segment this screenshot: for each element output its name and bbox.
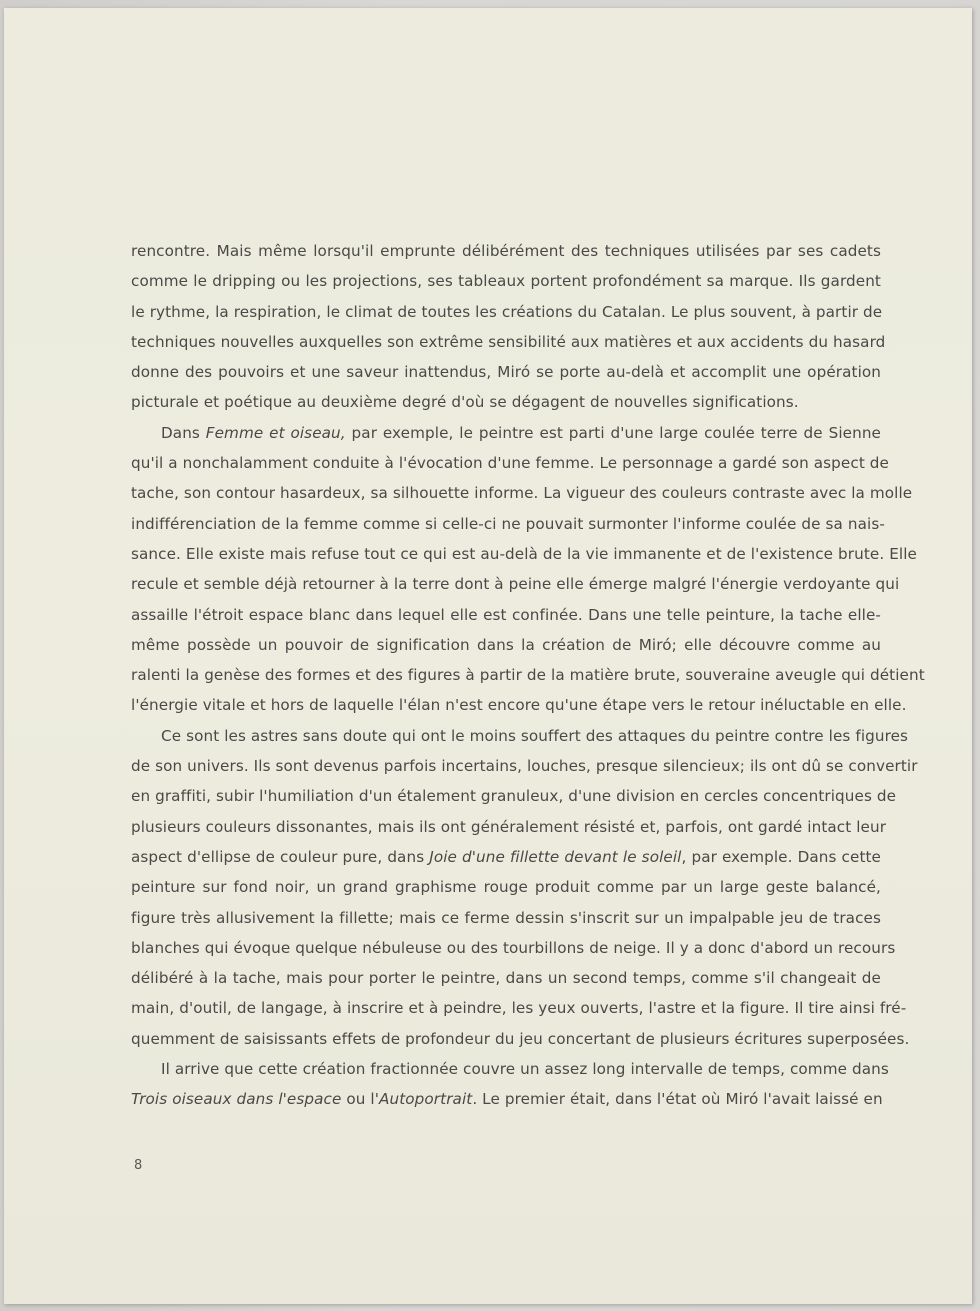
paragraph — [131, 721, 918, 1054]
text-line: rencontre. Mais même lorsqu'il emprunte délibérément des techniques utilisées par ses cadets — [131, 242, 881, 260]
text-line: blanches qui évoque quelque nébuleuse ou des tourbillons de neige. Il y a donc d'abord un recours — [131, 938, 896, 957]
text-line: indifférenciation de la femme comme si celle-ci ne pouvait surmonter l'informe coulée de sa nais- — [131, 514, 885, 533]
text-segment: Dans — [161, 423, 206, 442]
text-line: de son univers. Ils sont devenus parfois incertains, louches, presque silencieux; ils ont dû se convertir — [131, 757, 918, 776]
paragraph — [131, 236, 886, 418]
text-segment: par exemple, le peintre est parti d'une large coulée terre de Sienne — [345, 423, 881, 442]
text-line: sance. Elle existe mais refuse tout ce qui est au-delà de la vie immanente et de l'existence brute. Elle — [131, 544, 917, 563]
text-segment: , par exemple. Dans cette — [681, 847, 882, 866]
text-line: l'énergie vitale et hors de laquelle l'élan n'est encore qu'une étape vers le retour inéluctable en elle. — [131, 696, 907, 715]
body-text — [131, 236, 925, 1115]
page-number: 8 — [134, 1158, 143, 1173]
text-line: figure très allusivement la fillette; mais ce ferme dessin s'inscrit sur un impalpable jeu de traces — [131, 908, 881, 927]
text-line: délibéré à la tache, mais pour porter le peintre, dans un second temps, comme s'il changeait de — [131, 969, 881, 988]
text-line: ralenti la genèse des formes et des figures à partir de la matière brute, souveraine aveugle qui détient — [131, 666, 925, 685]
text-line — [131, 1084, 881, 1114]
text-line: qu'il a nonchalamment conduite à l'évocation d'une femme. Le personnage a gardé son aspect de — [131, 454, 889, 473]
text-line: tache, son contour hasardeux, sa silhouette informe. La vigueur des couleurs contraste avec la molle — [131, 484, 913, 503]
text-line: Il arrive que cette création fractionnée couvre un assez long intervalle de temps, comme dans — [161, 1060, 889, 1079]
text-line: le rythme, la respiration, le climat de toutes les créations du Catalan. Le plus souvent, à partir de — [131, 302, 883, 321]
text-line: peinture sur fond noir, un grand graphisme rouge produit comme par un large geste balancé, — [131, 878, 881, 897]
text-line: quemment de saisissants effets de profondeur du jeu concertant de plusieurs écritures superposées. — [131, 1029, 910, 1048]
text-line: assaille l'étroit espace blanc dans lequel elle est confinée. Dans une telle peinture, la tache elle- — [131, 605, 881, 624]
text-segment: ou l' — [341, 1090, 379, 1109]
text-line: Ce sont les astres sans doute qui ont le moins souffert des attaques du peintre contre les figures — [161, 726, 909, 745]
text-line: donne des pouvoirs et une saveur inattendus, Miró se porte au-delà et accomplit une opération — [131, 363, 881, 382]
artwork-title: Autoportrait — [379, 1090, 473, 1109]
text-segment: . Le premier était, dans l'état où Miró l'avait laissé en — [472, 1090, 883, 1109]
text-line: main, d'outil, de langage, à inscrire et à peindre, les yeux ouverts, l'astre et la figure. Il tire ainsi fré- — [131, 999, 907, 1018]
artwork-title: Trois oiseaux dans l'espace — [131, 1090, 342, 1109]
text-line — [131, 418, 881, 448]
artwork-title: Femme et oiseau, — [205, 423, 346, 442]
artwork-title: Joie d'une fillette devant le soleil — [429, 847, 682, 866]
paper-page — [4, 8, 972, 1304]
text-line: plusieurs couleurs dissonantes, mais ils ont généralement résisté et, parfois, ont gardé intact leur — [131, 817, 887, 836]
text-line: même possède un pouvoir de signification dans la création de Miró; elle découvre comme au — [131, 635, 881, 654]
text-line: comme le dripping ou les projections, ses tableaux portent profondément sa marque. Ils gardent — [131, 272, 881, 291]
text-line: techniques nouvelles auxquelles son extrême sensibilité aux matières et aux accidents du hasard — [131, 332, 886, 351]
text-line: recule et semble déjà retourner à la terre dont à peine elle émerge malgré l'énergie verdoyante qui — [131, 575, 900, 594]
text-segment: aspect d'ellipse de couleur pure, dans — [131, 847, 430, 866]
paragraph — [131, 418, 925, 721]
paragraph — [131, 1054, 889, 1115]
text-line: picturale et poétique au deuxième degré d'où se dégagent de nouvelles significations. — [131, 393, 799, 412]
text-line — [131, 842, 881, 872]
text-line: en graffiti, subir l'humiliation d'un étalement granuleux, d'une division en cercles concentriques de — [131, 787, 897, 806]
